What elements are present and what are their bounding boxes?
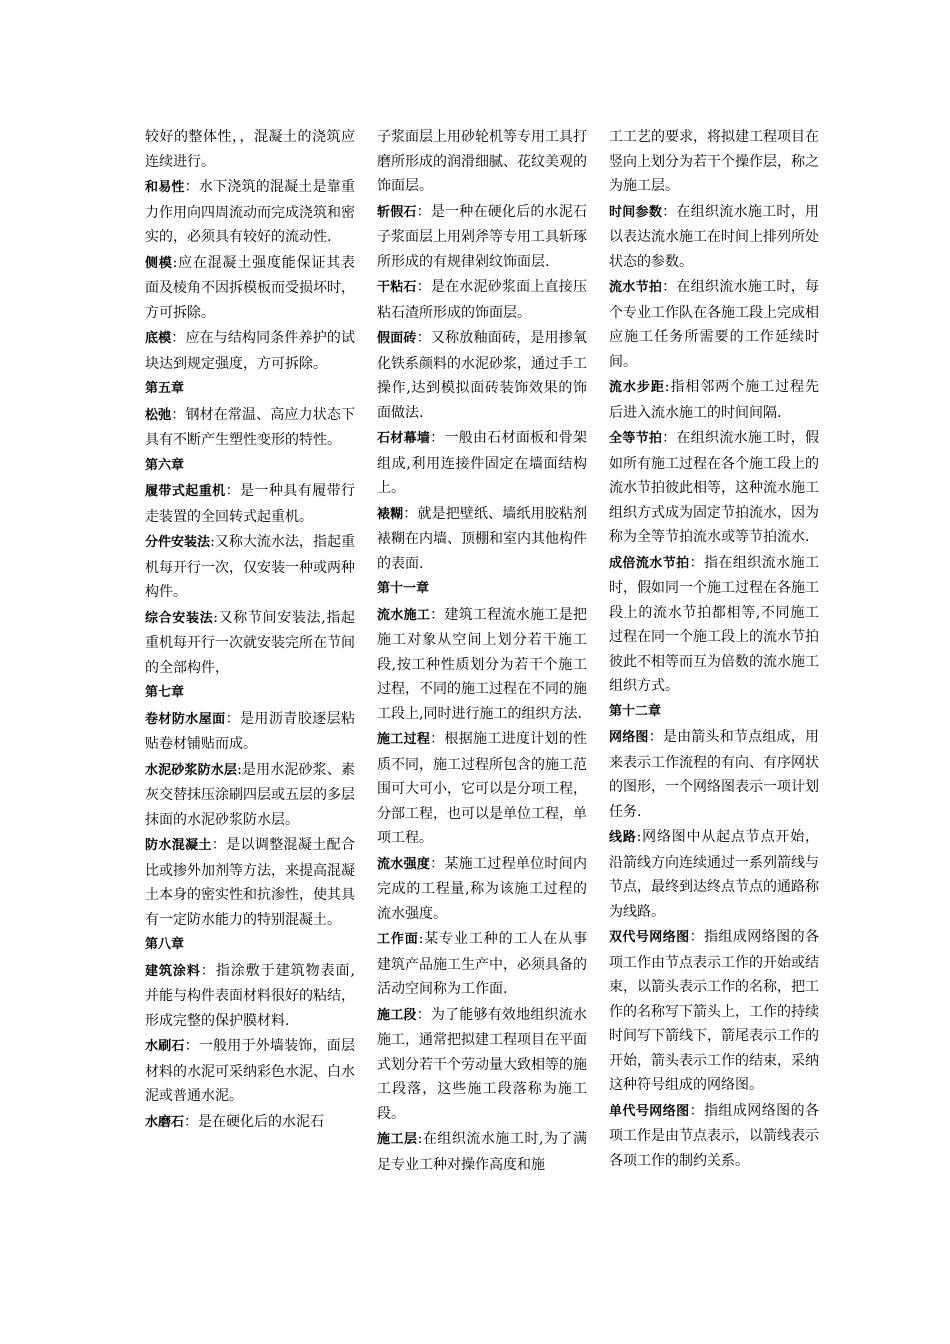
glossary-definition: ：是用沥青胶逐层粘贴卷材铺贴而成。 [145, 710, 355, 752]
glossary-term: 流水节拍 [609, 280, 663, 295]
glossary-definition: :又称大流水法，指起重机每开行一次，仅安装一种或两种构件。 [145, 534, 355, 600]
glossary-term: 石材幕墙 [377, 431, 431, 446]
glossary-entry [609, 725, 819, 824]
glossary-definition: ：指涂敷于建筑物表面,并能与构件表面材料很好的粘结，形成完整的保护膜材料. [145, 962, 355, 1029]
glossary-entry [609, 200, 819, 275]
glossary-entry [377, 1127, 587, 1177]
glossary-definition: ：在组织流水施工时，每个专业工作队在各施工段上完成相应施工任务所需要的工作延续时间。 [609, 279, 819, 370]
glossary-entry [609, 925, 819, 1098]
glossary-definition: ：建筑工程流水施工是把施工对象从空间上划分若干施工段,按工种性质划分为若干个施工过程，不同的施工过程在不同的施工段上,同时进行施工的组织方法. [377, 606, 587, 722]
glossary-definition: ：是由箭头和节点组成，用来表示工作流程的有向、有序网状的图形，一个网络图表示一项计划任务. [609, 729, 819, 820]
glossary-term: 分件安装法 [145, 535, 211, 550]
glossary-term: 工作面 [377, 932, 419, 947]
chapter-heading: 第八章 [145, 937, 185, 952]
glossary-term: 松弛 [145, 407, 172, 423]
glossary-definition: :指相邻两个施工过程先后进入流水施工的时间间隔. [609, 379, 819, 421]
glossary-entry [377, 125, 587, 199]
glossary-entry [377, 275, 587, 325]
glossary-entry [377, 200, 587, 275]
glossary-definition: :在组织流水施工时,为了满足专业工种对操作高度和施 [377, 1131, 587, 1173]
glossary-definition: :某专业工种的工人在从事建筑产品施工生产中，必须具备的活动空间称为工作面. [377, 931, 587, 997]
glossary-term: 履带式起重机 [145, 484, 226, 499]
glossary-definition: ：某施工过程单位时间内完成的工程量,称为该施工过程的流水强度。 [377, 855, 587, 922]
chapter-heading: 第十一章 [377, 581, 430, 596]
text-column-3 [609, 125, 819, 1174]
glossary-term: 线路 [609, 830, 637, 845]
glossary-definition: ：就是把壁纸、墙纸用胶粘剂裱糊在内墙、顶棚和室内其他构件的表面. [377, 505, 587, 572]
glossary-entry [609, 426, 819, 550]
glossary-entry [609, 275, 819, 374]
glossary-definition: ：是在水泥砂浆面上直接压粘石渣所形成的饰面层。 [377, 279, 587, 321]
glossary-entry [609, 375, 819, 425]
glossary-definition: :网络图中从起点节点开始，沿箭线方向连续通过一系列箭线与节点，最终到达终点节点的通路称为线路。 [609, 829, 819, 920]
glossary-definition: :又称节间安装法,指起重机每开行一次就安装完所在节间的全部构件， [145, 609, 355, 676]
glossary-term: 底模 [145, 331, 172, 346]
glossary-definition: ：一般用于外墙装饰，面层材料的水泥可采纳彩色水泥、白水泥或普通水泥。 [145, 1038, 355, 1104]
glossary-term: 斩假石 [377, 204, 417, 220]
glossary-term: 水泥砂浆防水层 [145, 762, 238, 778]
glossary-term: 水磨石 [145, 1114, 185, 1130]
glossary-term: 和易性 [145, 180, 185, 195]
glossary-entry [145, 403, 355, 453]
glossary-term: 施工过程 [377, 732, 431, 747]
glossary-entry [377, 603, 587, 727]
glossary-entry [145, 606, 355, 681]
glossary-term: 假面砖 [377, 331, 417, 346]
glossary-term: 全等节拍 [609, 431, 663, 446]
glossary-entry [145, 833, 355, 932]
glossary-entry [377, 727, 587, 851]
glossary-entry [609, 125, 819, 199]
glossary-entry [145, 175, 355, 250]
glossary-entry [145, 479, 355, 529]
glossary-entry [145, 707, 355, 757]
glossary-definition: 较好的整体性，，混凝土的浇筑应连续进行。 [145, 129, 355, 170]
glossary-definition: 子浆面层上用砂轮机等专用工具打磨所形成的润滑细腻、花纹美观的饰面层。 [377, 129, 587, 194]
glossary-definition: ：又称放釉面砖，是用掺氧化铁系颜料的水泥砂浆，通过手工操作,达到模拟面砖装饰效果的饰面做法. [377, 330, 587, 421]
glossary-term: 流水步距 [609, 380, 665, 395]
glossary-term: 卷材防水屋面 [145, 711, 226, 727]
glossary-term: 时间参数 [609, 204, 663, 220]
glossary-definition: ：在组织流水施工时，用以表达流水施工在时间上排列所处状态的参数。 [609, 203, 819, 270]
glossary-definition: 工工艺的要求，将拟建工程项目在竖向上划分为若干个操作层，称之为施工层。 [609, 129, 819, 194]
glossary-entry [377, 502, 587, 577]
glossary-entry [145, 1034, 355, 1109]
glossary-definition: ：是在硬化后的水泥石 [184, 1113, 325, 1130]
glossary-definition: :应在混凝土强度能保证其表面及棱角不因拆模板而受损坏时，方可拆除。 [145, 254, 355, 321]
chapter-heading: 第五章 [145, 381, 185, 396]
text-column-2 [377, 125, 587, 1178]
glossary-definition: ：应在与结构同条件养护的试块达到规定强度，方可拆除。 [145, 330, 355, 372]
chapter-heading: 第七章 [145, 685, 185, 700]
glossary-definition: ：钢材在常温、高应力状态下具有不断产生塑性变形的特性。 [145, 406, 355, 448]
glossary-entry [145, 125, 355, 174]
glossary-entry [145, 251, 355, 326]
glossary-term: 防水混凝土 [145, 838, 212, 853]
glossary-entry [145, 959, 355, 1034]
glossary-entry [377, 326, 587, 425]
glossary-term: 流水强度 [377, 856, 431, 872]
glossary-term: 双代号网络图 [609, 930, 690, 945]
glossary-definition: ：是以调整混凝土配合比或掺外加剂等方法，来提高混凝土本身的密实性和抗渗性，使其具有一定防水能力的特别混凝土。 [145, 837, 355, 928]
glossary-term: 裱糊 [377, 506, 404, 522]
glossary-definition: ：是一种在硬化后的水泥石子浆面层上用剁斧等专用工具斩琢所形成的有规律剁纹饰面层. [377, 203, 587, 270]
glossary-entry [377, 1003, 587, 1127]
glossary-definition: ：根据施工进度计划的性质不同，施工过程所包含的施工范围可大可小，它可以是分项工程，分部工程，也可以是单位工程，单项工程。 [377, 731, 587, 846]
glossary-entry [609, 551, 819, 699]
glossary-entry [145, 530, 355, 605]
glossary-definition: ：一般由石材面板和骨架组成,利用连接件固定在墙面结构上。 [377, 430, 587, 496]
glossary-entry [377, 852, 587, 927]
glossary-entry [377, 927, 587, 1002]
chapter-heading: 第六章 [145, 457, 185, 473]
glossary-definition: ：水下浇筑的混凝土是靠重力作用向四周流动而完成浇筑和密实的，必须具有较好的流动性. [145, 179, 355, 245]
glossary-term: 成倍流水节拍 [609, 555, 690, 571]
glossary-term: 侧模 [145, 255, 173, 271]
glossary-term: 流水施工 [377, 607, 431, 623]
glossary-entry [145, 326, 355, 376]
glossary-term: 网络图 [609, 730, 649, 745]
glossary-definition: :是用水泥砂浆、素灰交替抹压涂刷四层或五层的多层抹面的水泥砂浆防水层。 [145, 761, 355, 828]
glossary-definition: ：指在组织流水施工时，假如同一个施工过程在各施工段上的流水节拍都相等,不同施工过程在同一个施工段上的流水节拍彼此不相等而互为倍数的流水施工组织方式。 [609, 554, 819, 694]
glossary-term: 施工层 [377, 1132, 418, 1147]
glossary-term: 单代号网络图 [609, 1103, 690, 1119]
glossary-entry [145, 1110, 355, 1136]
glossary-definition: ：指组成网络图的各项工作是由节点表示，以箭线表示各项工作的制约关系。 [609, 1102, 819, 1169]
glossary-definition: ：在组织流水施工时，假如所有施工过程在各个施工段上的流水节拍彼此相等，这种流水施工组织方式成为固定节拍流水，因为称为全等节拍流水或等节拍流水. [609, 430, 819, 545]
glossary-term: 施工段 [377, 1007, 417, 1023]
glossary-entry [609, 1099, 819, 1174]
glossary-entry [145, 758, 355, 833]
glossary-definition: ：是一种具有履带行走装置的全回转式起重机。 [145, 483, 355, 525]
glossary-term: 水刷石 [145, 1039, 185, 1054]
glossary-entry [377, 426, 587, 501]
glossary-term: 干粘石 [377, 280, 417, 295]
glossary-term: 建筑涂料 [145, 963, 201, 979]
glossary-term: 综合安装法 [145, 610, 214, 626]
glossary-entry [609, 825, 819, 924]
glossary-definition: ：指组成网络图的各项工作由节点表示工作的开始或结束，以箭头表示工作的名称，把工作的名称写下箭头上，工作的持续时间写下箭线下，箭尾表示工作的开始，箭头表示工作的结束，采纳这种符号组成的网络图。 [609, 929, 819, 1093]
chapter-heading: 第十二章 [609, 703, 662, 719]
text-column-1 [145, 125, 355, 1136]
glossary-definition: ：为了能够有效地组织流水施工，通常把拟建工程项目在平面式划分若干个劳动量大致相等的施工段落，这些施工段落称为施工段。 [377, 1006, 587, 1122]
